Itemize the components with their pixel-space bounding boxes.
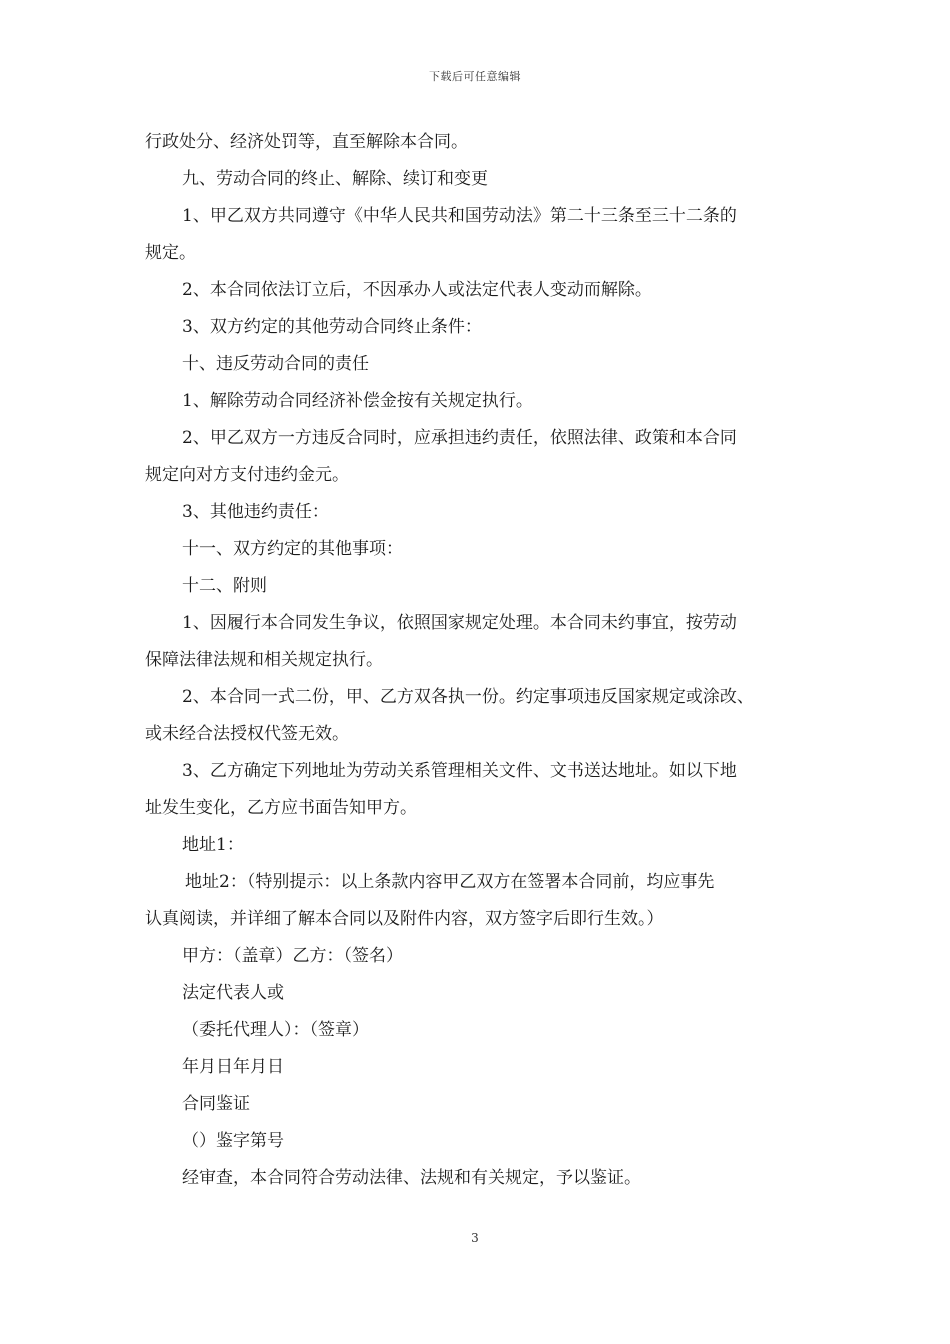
paragraph-line: 2、甲乙双方一方违反合同时，应承担违约责任，依照法律、政策和本合同	[182, 428, 737, 448]
signature-line: 甲方：（盖章）乙方：（签名）	[182, 946, 403, 966]
signature-line: （委托代理人）：（签章）	[182, 1020, 369, 1040]
paragraph-line: （）鉴字第号	[182, 1131, 284, 1151]
page-header: 下载后可任意编辑	[429, 70, 521, 83]
paragraph-line: 认真阅读，并详细了解本合同以及附件内容，双方签字后即行生效。）	[145, 909, 664, 929]
paragraph-line: 保障法律法规和相关规定执行。	[145, 650, 383, 670]
paragraph-line: 规定。	[145, 243, 196, 263]
paragraph-line: 1、解除劳动合同经济补偿金按有关规定执行。	[182, 391, 533, 411]
section-heading: 十、违反劳动合同的责任	[182, 354, 369, 374]
paragraph-line: 2、本合同一式二份，甲、乙方双各执一份。约定事项违反国家规定或涂改、	[182, 687, 754, 707]
paragraph-line: 或未经合法授权代签无效。	[145, 724, 349, 744]
address-line: 地址1：	[182, 835, 244, 855]
page-number: 3	[471, 1231, 479, 1245]
paragraph-line: 3、其他违约责任：	[182, 502, 329, 522]
paragraph-line: 址发生变化，乙方应书面告知甲方。	[145, 798, 417, 818]
paragraph-line: 3、乙方确定下列地址为劳动关系管理相关文件、文书送达地址。如以下地	[182, 761, 737, 781]
section-heading: 合同鉴证	[182, 1094, 250, 1114]
section-heading: 十一、双方约定的其他事项：	[182, 539, 403, 559]
section-heading: 九、劳动合同的终止、解除、续订和变更	[182, 169, 488, 189]
paragraph-line: 2、本合同依法订立后，不因承办人或法定代表人变动而解除。	[182, 280, 652, 300]
paragraph-line: 规定向对方支付违约金元。	[145, 465, 349, 485]
paragraph-line: 1、甲乙双方共同遵守《中华人民共和国劳动法》第二十三条至三十二条的	[182, 206, 737, 226]
date-line: 年月日年月日	[182, 1057, 284, 1077]
paragraph-line: 1、因履行本合同发生争议，依照国家规定处理。本合同未约事宜，按劳动	[182, 613, 737, 633]
signature-line: 法定代表人或	[182, 983, 284, 1003]
paragraph-line: 行政处分、经济处罚等，直至解除本合同。	[145, 132, 468, 152]
paragraph-line: 3、双方约定的其他劳动合同终止条件：	[182, 317, 482, 337]
document-body	[145, 124, 810, 1197]
section-heading: 十二、附则	[182, 576, 267, 596]
paragraph-line: 经审查，本合同符合劳动法律、法规和有关规定，予以鉴证。	[182, 1168, 641, 1188]
address-line: 地址2：（特别提示：以上条款内容甲乙双方在签署本合同前，均应事先	[185, 872, 715, 892]
